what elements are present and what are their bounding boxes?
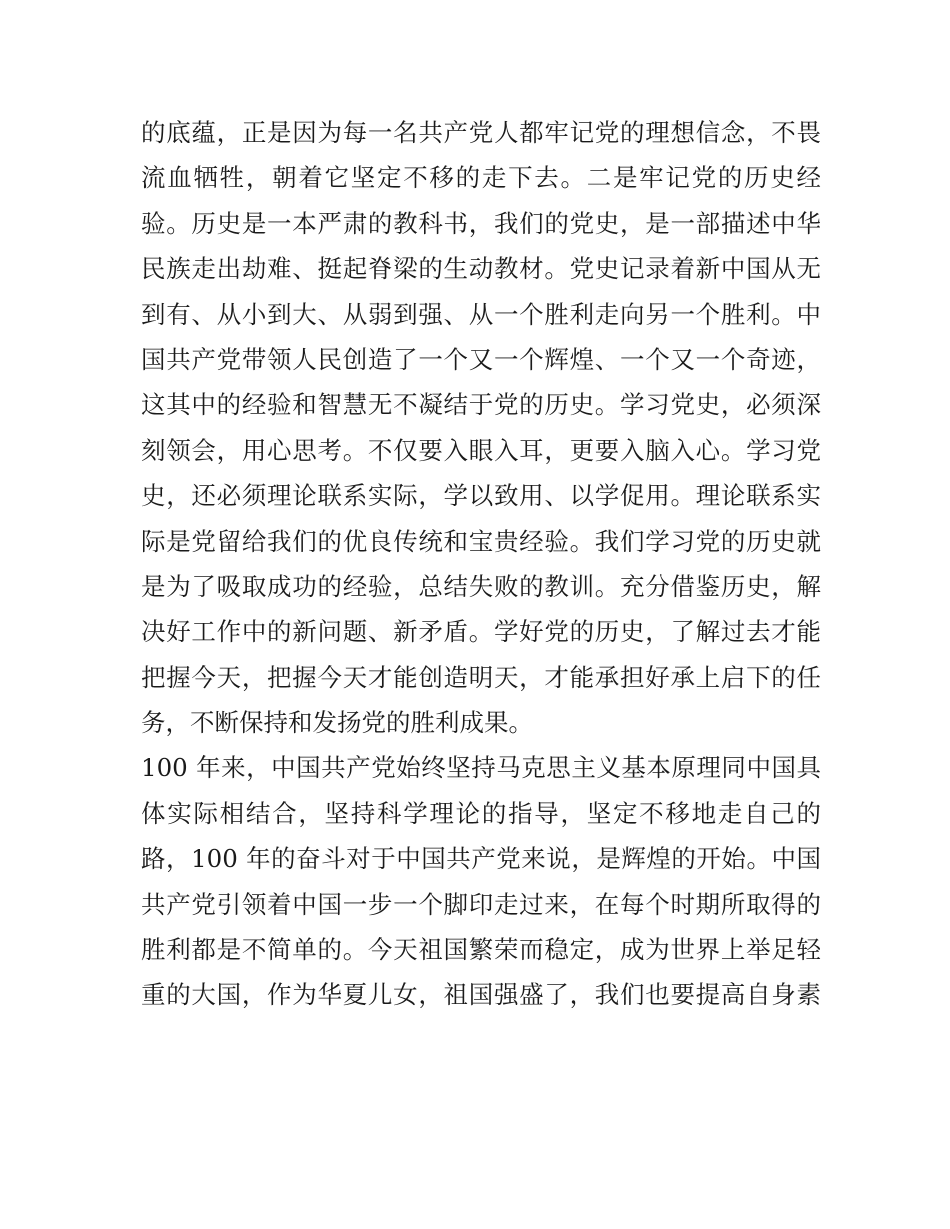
text-line: 体实际相结合，坚持科学理论的指导，坚定不移地走自己的 [141,798,821,828]
text-line: 民族走出劫难、挺起脊梁的生动教材。党史记录着新中国从无 [141,254,821,284]
text-line: 到有、从小到大、从弱到强、从一个胜利走向另一个胜利。中 [141,299,821,329]
text-line: 流血牺牲，朝着它坚定不移的走下去。二是牢记党的历史经 [141,163,821,193]
paragraph-end-line: 务，不断保持和发扬党的胜利成果。 [141,708,533,738]
text-line: 际是党留给我们的优良传统和宝贵经验。我们学习党的历史就 [141,526,821,556]
text-line: 胜利都是不简单的。今天祖国繁荣而稳定，成为世界上举足轻 [141,935,821,965]
text-line: 重的大国，作为华夏儿女，祖国强盛了，我们也要提高自身素 [141,980,821,1010]
text-line: 把握今天，把握今天才能创造明天，才能承担好承上启下的任 [141,662,821,692]
text-line: 路，100 年的奋斗对于中国共产党来说，是辉煌的开始。中国 [141,844,821,874]
text-line: 是为了吸取成功的经验，总结失败的教训。充分借鉴历史，解 [141,571,821,601]
text-line: 共产党引领着中国一步一个脚印走过来，在每个时期所取得的 [141,889,821,919]
text-line: 100 年来，中国共产党始终坚持马克思主义基本原理同中国具 [141,753,821,783]
text-line: 史，还必须理论联系实际，学以致用、以学促用。理论联系实 [141,481,821,511]
text-line: 刻领会，用心思考。不仅要入眼入耳，更要入脑入心。学习党 [141,435,821,465]
text-line: 决好工作中的新问题、新矛盾。学好党的历史，了解过去才能 [141,617,821,647]
text-line: 这其中的经验和智慧无不凝结于党的历史。学习党史，必须深 [141,390,821,420]
text-line: 验。历史是一本严肃的教科书，我们的党史，是一部描述中华 [141,208,821,238]
text-line: 的底蕴，正是因为每一名共产党人都牢记党的理想信念，不畏 [141,118,821,147]
text-line: 国共产党带领人民创造了一个又一个辉煌、一个又一个奇迹， [141,344,821,374]
body-text [141,110,821,1018]
